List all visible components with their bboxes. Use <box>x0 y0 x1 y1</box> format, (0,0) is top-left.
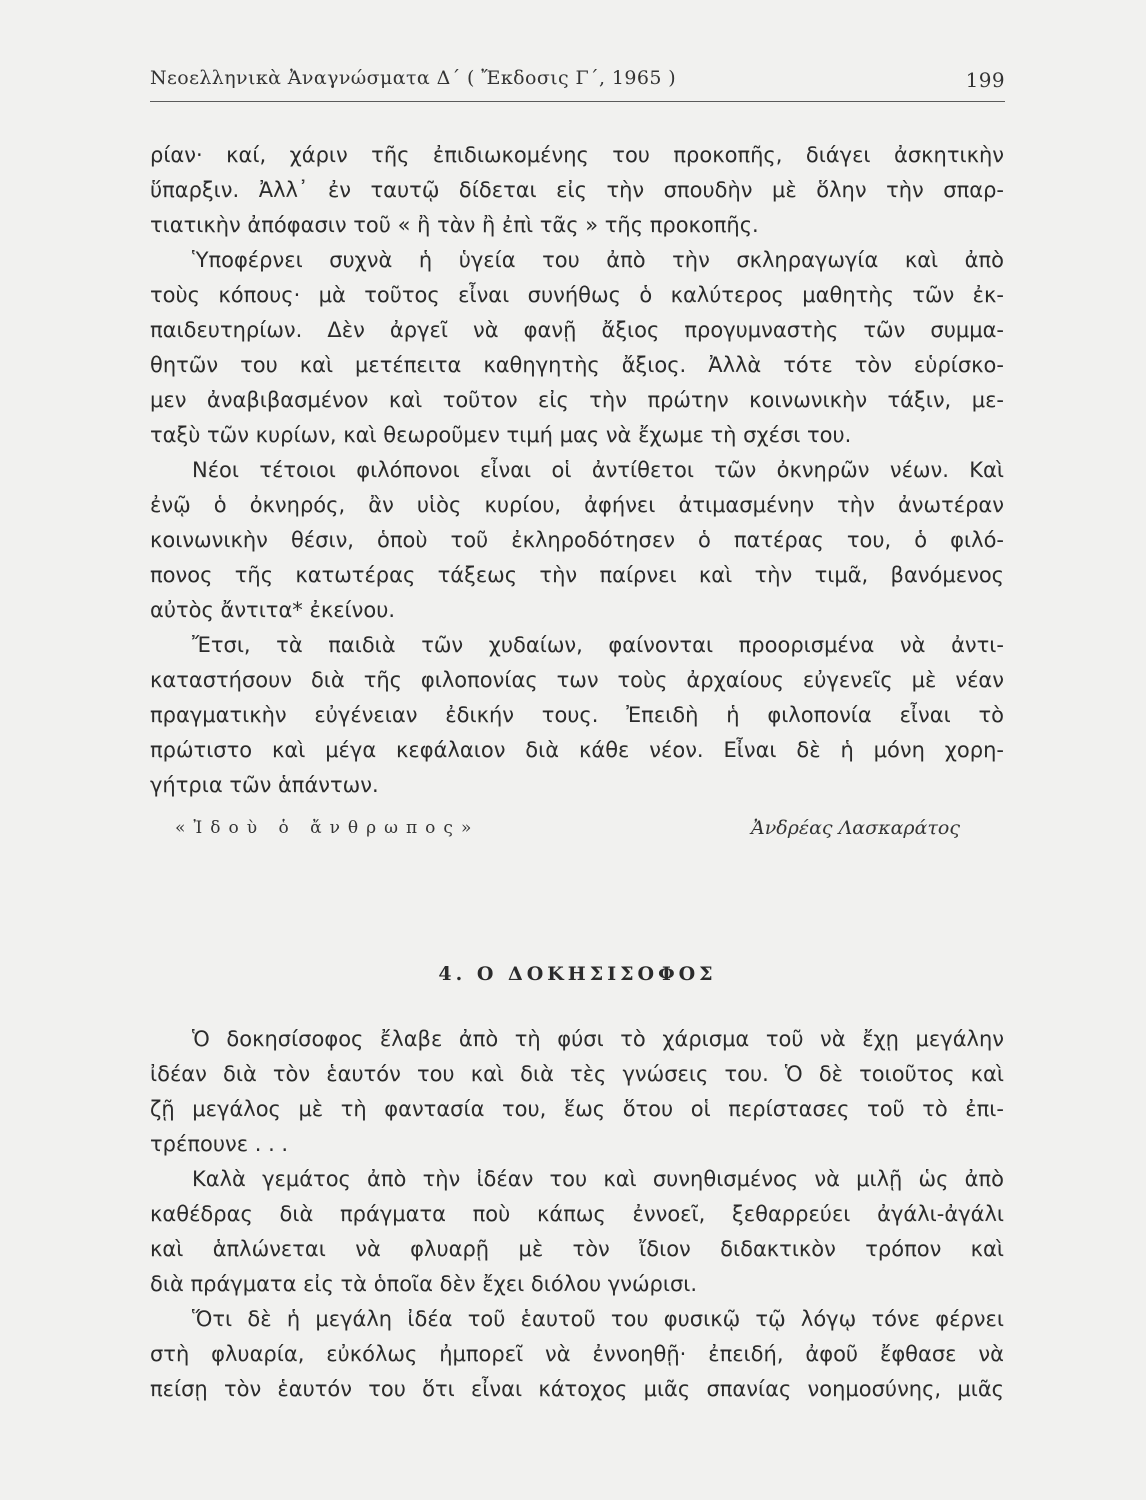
source-author: Ἀνδρέας Λασκαράτος <box>751 817 960 839</box>
source-work-title: «Ἰδοὺ ὁ ἄνθρωπος» <box>175 818 480 838</box>
text-line: ἐνῷ ὁ ὀκνηρός, ἂν υἱὸς κυρίου, ἀφήνει ἀτιμασμένην τὴν ἀνωτέραν <box>150 493 1004 517</box>
text-line: πρώτιστο καὶ μέγα κεφάλαιον διὰ κάθε νέον. Εἶναι δὲ ἡ μόνη χορη- <box>150 738 1004 762</box>
source-attribution <box>150 813 1005 843</box>
paragraph <box>150 453 1004 628</box>
text-line: ρίαν· καί, χάριν τῆς ἐπιδιωκομένης του προκοπῆς, διάγει ἀσκητικὴν <box>150 143 1004 167</box>
text-line: πονος τῆς κατωτέρας τάξεως τὴν παίρνει καὶ τὴν τιμᾶ, βανόμενος <box>150 563 1004 587</box>
page-number: 199 <box>965 68 1005 92</box>
paragraph <box>150 243 1004 453</box>
passage-1 <box>150 138 1004 803</box>
text-line: πείσῃ τὸν ἑαυτόν του ὅτι εἶναι κάτοχος μιᾶς σπανίας νοημοσύνης, μιᾶς <box>150 1377 1004 1401</box>
text-line: Ὅτι δὲ ἡ μεγάλη ἰδέα τοῦ ἑαυτοῦ του φυσικῷ τῷ λόγῳ τόνε φέρνει <box>192 1307 1004 1331</box>
text-line: κοινωνικὴν θέσιν, ὁποὺ τοῦ ἐκληροδότησεν ὁ πατέρας του, ὁ φιλό- <box>150 528 1004 552</box>
header-rule <box>150 101 1005 102</box>
text-line: στὴ φλυαρία, εὐκόλως ἠμπορεῖ νὰ ἐννοηθῇ· ἐπειδή, ἀφοῦ ἔφθασε νὰ <box>150 1342 1004 1366</box>
paragraph <box>150 1162 1004 1302</box>
section-heading: 4. Ο ΔΟΚΗΣΙΣΟΦΟΣ <box>438 963 717 985</box>
paragraph <box>150 138 1004 243</box>
text-line: καταστήσουν διὰ τῆς φιλοπονίας των τοὺς ἀρχαίους εὐγενεῖς μὲ νέαν <box>150 668 1004 692</box>
text-line: αὐτὸς ἄντιτα* ἐκείνου. <box>150 598 396 622</box>
text-line: διὰ πράγματα εἰς τὰ ὁποῖα δὲν ἔχει διόλου γνώρισι. <box>150 1272 698 1296</box>
text-line: τοὺς κόπους· μὰ τοῦτος εἶναι συνήθως ὁ καλύτερος μαθητὴς τῶν ἐκ- <box>150 283 1004 307</box>
text-line: Ἔτσι, τὰ παιδιὰ τῶν χυδαίων, φαίνονται προορισμένα νὰ ἀντι- <box>192 633 1004 657</box>
text-line: καθέδρας διὰ πράγματα ποὺ κάπως ἐννοεῖ, ξεθαρρεύει ἀγάλι-ἀγάλι <box>150 1202 1004 1226</box>
running-title: Νεοελληνικὰ Ἀναγνώσματα Δ΄ ( Ἔκδοσις Γ΄, 1965 ) <box>150 67 677 89</box>
paragraph <box>150 628 1004 803</box>
text-line: ὕπαρξιν. Ἀλλ᾽ ἐν ταυτῷ δίδεται εἰς τὴν σπουδὴν μὲ ὅλην τὴν σπαρ- <box>150 178 1004 202</box>
paragraph <box>150 1022 1004 1162</box>
text-line: Καλὰ γεμάτος ἀπὸ τὴν ἰδέαν του καὶ συνηθισμένος νὰ μιλῇ ὡς ἀπὸ <box>192 1167 1004 1191</box>
text-line: ταξὺ τῶν κυρίων, καὶ θεωροῦμεν τιμή μας νὰ ἔχωμε τὴ σχέσι του. <box>150 423 852 447</box>
text-line: μεν ἀναβιβασμένον καὶ τοῦτον εἰς τὴν πρώτην κοινωνικὴν τάξιν, με- <box>150 388 1004 412</box>
passage-2 <box>150 1022 1004 1407</box>
text-line: Νέοι τέτοιοι φιλόπονοι εἶναι οἱ ἀντίθετοι τῶν ὀκνηρῶν νέων. Καὶ <box>192 458 1004 482</box>
text-line: τιατικὴν ἀπόφασιν τοῦ « ἢ τὰν ἢ ἐπὶ τᾶς » τῆς προκοπῆς. <box>150 213 759 237</box>
text-line: παιδευτηρίων. Δὲν ἀργεῖ νὰ φανῇ ἄξιος προγυμναστὴς τῶν συμμα- <box>150 318 1004 342</box>
text-line: γήτρια τῶν ἁπάντων. <box>150 773 379 797</box>
paragraph <box>150 1302 1004 1407</box>
text-line: θητῶν του καὶ μετέπειτα καθηγητὴς ἄξιος. Ἀλλὰ τότε τὸν εὑρίσκο- <box>150 353 1004 377</box>
text-line: τρέπουνε . . . <box>150 1132 289 1156</box>
text-line: ἰδέαν διὰ τὸν ἑαυτόν του καὶ διὰ τὲς γνώσεις του. Ὁ δὲ τοιοῦτος καὶ <box>150 1062 1004 1086</box>
text-line: πραγματικὴν εὐγένειαν ἐδικήν τους. Ἐπειδὴ ἡ φιλοπονία εἶναι τὸ <box>150 703 1004 727</box>
text-line: ζῇ μεγάλος μὲ τὴ φαντασία του, ἕως ὅτου οἱ περίστασες τοῦ τὸ ἐπι- <box>150 1097 1004 1121</box>
text-line: Ὁ δοκησίσοφος ἔλαβε ἀπὸ τὴ φύσι τὸ χάρισμα τοῦ νὰ ἔχῃ μεγάλην <box>192 1027 1004 1051</box>
running-header <box>150 64 1005 92</box>
text-line: καὶ ἁπλώνεται νὰ φλυαρῇ μὲ τὸν ἴδιον διδακτικὸν τρόπον καὶ <box>150 1237 1004 1261</box>
text-line: Ὑποφέρνει συχνὰ ἡ ὑγεία του ἀπὸ τὴν σκληραγωγία καὶ ἀπὸ <box>192 248 1004 272</box>
